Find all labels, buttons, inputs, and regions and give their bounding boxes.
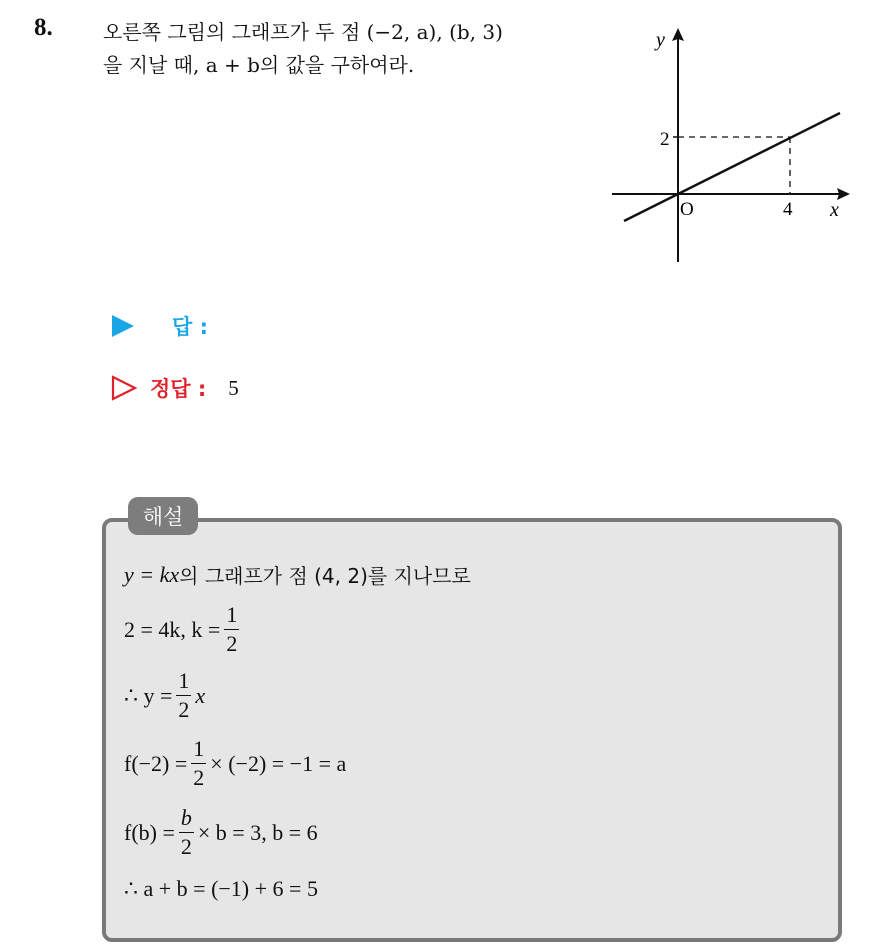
- solution-tag: 해설: [128, 497, 198, 535]
- y-axis-label: y: [656, 29, 665, 51]
- question-line-1: 오른쪽 그림의 그래프가 두 점 (−2, a), (b, 3): [103, 20, 503, 44]
- solution-line-6: [124, 876, 318, 902]
- graph-line: [624, 113, 840, 221]
- fraction: [224, 604, 239, 655]
- numerator: b: [179, 807, 194, 833]
- correct-answer-row: [110, 373, 239, 403]
- question-text: [103, 16, 503, 82]
- origin-label: O: [680, 199, 694, 220]
- solution-line-3: [124, 670, 205, 721]
- line-graph: [608, 24, 858, 269]
- solution-line-2: [124, 604, 243, 655]
- answer-label: 답 :: [172, 315, 208, 339]
- denominator: 2: [180, 834, 192, 859]
- outline-triangle-icon: [110, 374, 138, 402]
- fraction: [176, 670, 191, 721]
- solution-line-1: [124, 560, 471, 589]
- solution-line-4-lhs: f(−2) =: [124, 750, 188, 776]
- solution-line-4: [124, 738, 346, 789]
- x-tick-label: 4: [783, 199, 793, 220]
- fraction: [191, 738, 206, 789]
- solution-line-6-text: ∴ a + b = (−1) + 6 = 5: [124, 876, 318, 901]
- numerator: 1: [176, 670, 191, 696]
- question-line-2: 을 지날 때, a + b의 값을 구하여라.: [103, 53, 415, 77]
- solution-line-1-math: y = kx: [124, 561, 180, 587]
- question-number: 8.: [34, 14, 53, 41]
- solution-line-5-rhs: × b = 3, b = 6: [197, 819, 318, 845]
- correct-answer-value: 5: [228, 375, 239, 400]
- denominator: 2: [193, 765, 205, 790]
- denominator: 2: [178, 697, 190, 722]
- solution-line-2-lhs: 2 = 4k, k =: [124, 616, 221, 642]
- denominator: 2: [226, 631, 238, 656]
- numerator: 1: [191, 738, 206, 764]
- solution-line-3-lhs: ∴ y =: [124, 682, 173, 708]
- solution-line-5-lhs: f(b) =: [124, 819, 175, 845]
- solution-line-4-rhs: × (−2) = −1 = a: [210, 750, 347, 776]
- solution-line-5: [124, 807, 318, 858]
- fraction: [179, 807, 194, 858]
- answer-row: [110, 311, 208, 341]
- solution-line-3-rhs: x: [195, 682, 206, 708]
- correct-answer-label: 정답 :: [150, 377, 207, 401]
- numerator: 1: [224, 604, 239, 630]
- solution-line-1-text: 의 그래프가 점 (4, 2)를 지나므로: [179, 564, 471, 588]
- x-axis-label: x: [830, 199, 839, 221]
- y-tick-label: 2: [660, 129, 670, 150]
- play-triangle-icon: [110, 313, 136, 339]
